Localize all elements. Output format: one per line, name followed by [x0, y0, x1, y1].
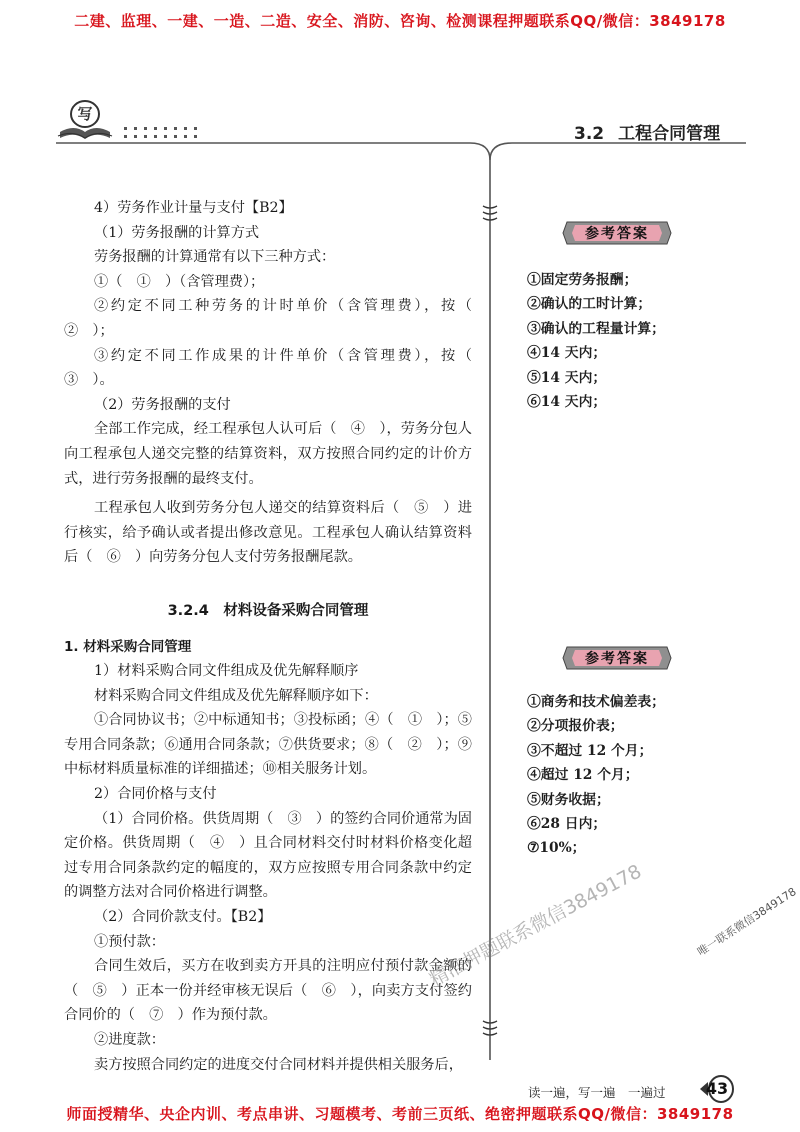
- watermark-text: 精准押题联系微信3849178: [425, 860, 646, 991]
- watermark-text: 唯一联系微信3849178: [695, 885, 799, 959]
- answer-item: ④14 天内；: [527, 345, 607, 362]
- bottom-promo-banner: 师面授精华、央企内训、考点串讲、习题模考、考前三页纸、绝密押题联系QQ/微信：3849178: [66, 1105, 734, 1123]
- answer-list: [527, 690, 665, 861]
- paragraph: （1）合同价格。供货周期（ ③ ）的签约合同价通常为固定价格。供货周期（ ④ ）且合同材料交付时材料价格变化超过专用合同条款约定的幅度的，双方应按照专用合同条款中约定的调整方法对合同价格进行调整。: [64, 810, 472, 901]
- paragraph: ①预付款：: [94, 933, 165, 950]
- answer-badge-label: 参考答案: [585, 226, 649, 242]
- header-dots-decoration: [122, 124, 202, 140]
- top-promo-banner: 二建、监理、一建、一造、二造、安全、消防、咨询、检测课程押题联系QQ/微信：3849178: [74, 12, 726, 30]
- paragraph: 材料采购合同文件组成及优先解释顺序如下：: [94, 687, 378, 704]
- paragraph: 合同生效后，买方在收到卖方开具的注明应付预付款金额的（ ⑤ ）正本一份并经审核无误后（ ⑥ ），向卖方支付签约合同价的（ ⑦ ）作为预付款。: [64, 958, 472, 1024]
- answer-item: ③确认的工程量计算；: [527, 320, 665, 337]
- answer-item: ④超过 12 个月；: [527, 767, 639, 784]
- footer-motto: 读一遍，写一遍 一遍过: [528, 1085, 666, 1100]
- paragraph: 全部工作完成，经工程承包人认可后（ ④ ），劳务分包人向工程承包人递交完整的结算资料，双方按照合同约定的计价方式，进行劳务报酬的最终支付。: [64, 421, 472, 487]
- answer-item: ②确认的工时计算；: [527, 296, 652, 313]
- paragraph: （1）劳务报酬的计算方式: [94, 224, 260, 241]
- paragraph: 1）材料采购合同文件组成及优先解释顺序: [94, 663, 359, 680]
- answer-item: ①商务和技术偏差表；: [527, 694, 665, 710]
- page-number-badge: [700, 1074, 734, 1104]
- answer-list: [527, 268, 665, 414]
- section-title: 工程合同管理: [618, 124, 721, 144]
- answer-item: ⑤财务收据；: [527, 791, 610, 808]
- sub-heading: 1. 材料采购合同管理: [64, 638, 192, 655]
- paragraph: 劳务报酬的计算通常有以下三种方式：: [94, 249, 336, 266]
- paragraph: ①合同协议书；②中标通知书；③投标函；④（ ① ）；⑤专用合同条款；⑥通用合同条款；⑦供货要求；⑧（ ② ）；⑨中标材料质量标准的详细描述；⑩相关服务计划。: [64, 712, 472, 778]
- paragraph: 工程承包人收到劳务分包人递交的结算资料后（ ⑤ ）进行核实，给予确认或者提出修改意见。工程承包人确认结算资料后（ ⑥ ）向劳务分包人支付劳务报酬尾款。: [64, 500, 472, 566]
- section-number: 3.2: [574, 124, 605, 144]
- paragraph: ②约定不同工种劳务的计时单价（含管理费），按（ ② ）；: [64, 298, 487, 339]
- answer-badge: [561, 220, 673, 246]
- answer-item: ③不超过 12 个月；: [527, 742, 653, 759]
- section-heading: 3.2.4 材料设备采购合同管理: [167, 602, 369, 619]
- paragraph: （2）合同价款支付。【B2】: [94, 909, 272, 926]
- answer-item: ⑤14 天内；: [527, 369, 607, 386]
- paragraph: 4）劳务作业计量与支付【B2】: [94, 200, 293, 216]
- book-quill-logo-icon: [56, 96, 114, 142]
- answer-badge-label: 参考答案: [585, 651, 649, 667]
- answer-item: ⑦10%；: [527, 840, 586, 857]
- svg-text:写: 写: [77, 105, 93, 123]
- main-text-column: [64, 196, 487, 1077]
- paragraph: ②进度款：: [94, 1032, 165, 1048]
- paragraph: ①（ ① ）（含管理费）；: [94, 273, 265, 290]
- paragraph: 2）合同价格与支付: [94, 786, 217, 803]
- answer-item: ⑥28 日内；: [527, 816, 607, 833]
- paragraph: （2）劳务报酬的支付: [94, 396, 231, 413]
- page-number: 43: [705, 1079, 729, 1098]
- paragraph: ③约定不同工作成果的计件单价（含管理费），按（ ③ ）。: [64, 347, 487, 389]
- running-header: [574, 119, 720, 144]
- answer-item: ①固定劳务报酬；: [527, 272, 638, 288]
- paragraph: 卖方按照合同约定的进度交付合同材料并提供相关服务后，: [94, 1056, 463, 1073]
- answer-badge: [561, 645, 673, 671]
- answer-item: ②分项报价表；: [527, 718, 624, 735]
- answer-item: ⑥14 天内；: [527, 394, 607, 411]
